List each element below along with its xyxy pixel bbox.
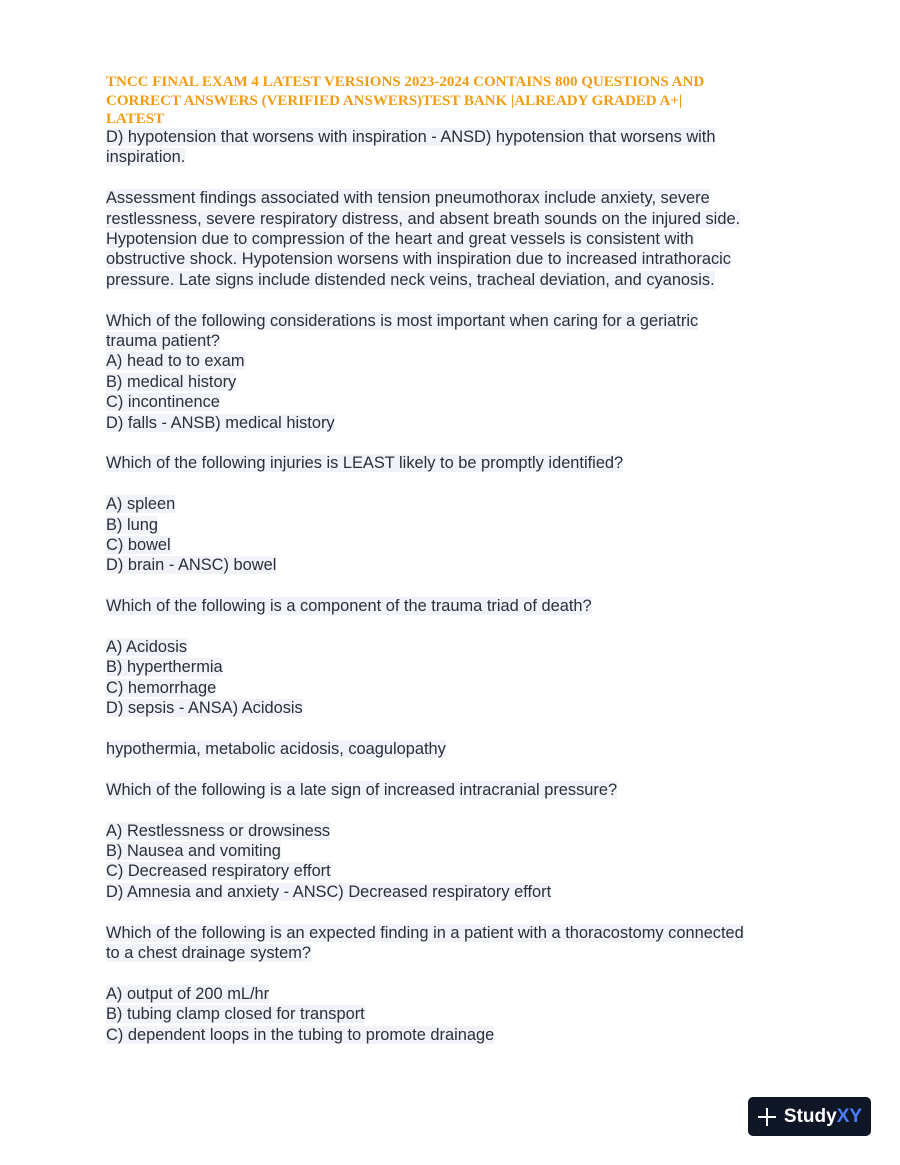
text-line-content: C) bowel <box>106 536 171 555</box>
blank-line <box>106 576 806 596</box>
blank-line <box>106 800 806 820</box>
text-line <box>106 1004 806 1024</box>
text-line <box>106 678 806 698</box>
plus-icon <box>757 1107 777 1127</box>
text-line-content: Which of the following is a late sign of increased intracranial pressure? <box>106 780 618 799</box>
text-line <box>106 739 806 759</box>
text-line-content: B) Nausea and vomiting <box>106 842 281 861</box>
text-line-content: trauma patient? <box>106 332 220 351</box>
text-line-content: pressure. Late signs include distended neck veins, tracheal deviation, and cyanosis. <box>106 270 715 289</box>
text-line <box>106 555 806 575</box>
text-line <box>106 127 806 147</box>
text-line-content: A) Restlessness or drowsiness <box>106 821 331 840</box>
text-line-content: Assessment findings associated with tension pneumothorax include anxiety, severe <box>106 189 710 208</box>
text-line <box>106 943 806 963</box>
text-line-content: B) lung <box>106 515 158 534</box>
brand-study: Study <box>783 1105 837 1127</box>
text-line <box>106 861 806 881</box>
text-line-content: D) sepsis - ANSA) Acidosis <box>106 699 303 718</box>
text-line-content: D) Amnesia and anxiety - ANSC) Decreased respiratory effort <box>106 882 552 901</box>
header-title-line: CORRECT ANSWERS (VERIFIED ANSWERS)TEST BANK |ALREADY GRADED A+| <box>106 92 683 109</box>
text-line <box>106 392 806 412</box>
text-line <box>106 596 806 616</box>
text-line <box>106 209 806 229</box>
text-line <box>106 372 806 392</box>
text-line-content: A) Acidosis <box>106 638 188 657</box>
text-line-content: A) head to to exam <box>106 352 245 371</box>
text-line <box>106 413 806 433</box>
text-line <box>106 331 806 351</box>
text-line-content: A) output of 200 mL/hr <box>106 984 270 1003</box>
text-line <box>106 882 806 902</box>
text-line-content: hypothermia, metabolic acidosis, coagulopathy <box>106 740 446 759</box>
text-line-content: C) dependent loops in the tubing to promote drainage <box>106 1025 495 1044</box>
header-title-line: TNCC FINAL EXAM 4 LATEST VERSIONS 2023-2024 CONTAINS 800 QUESTIONS AND <box>106 74 705 90</box>
blank-line <box>106 168 806 188</box>
studyxy-watermark <box>748 1097 871 1136</box>
blank-line <box>106 617 806 637</box>
text-line-content: D) brain - ANSC) bowel <box>106 556 277 575</box>
text-line <box>106 147 806 167</box>
text-line-content: Which of the following is an expected finding in a patient with a thoracostomy connected <box>106 923 744 942</box>
text-line <box>106 984 806 1004</box>
text-line <box>106 780 806 800</box>
text-line <box>106 923 806 943</box>
text-line-content: restlessness, severe respiratory distress, and absent breath sounds on the injured side. <box>106 209 741 228</box>
text-line-content: Which of the following injuries is LEAST likely to be promptly identified? <box>106 454 624 473</box>
text-line <box>106 515 806 535</box>
blank-line <box>106 433 806 453</box>
text-line <box>106 351 806 371</box>
text-line <box>106 698 806 718</box>
text-line-content: Which of the following is a component of the trauma triad of death? <box>106 597 592 616</box>
blank-line <box>106 719 806 739</box>
text-line-content: Which of the following considerations is most important when caring for a geriatric <box>106 311 699 330</box>
text-line-content: A) spleen <box>106 495 176 514</box>
text-line <box>106 1025 806 1045</box>
text-line <box>106 535 806 555</box>
text-line-content: inspiration. <box>106 148 186 167</box>
blank-line <box>106 964 806 984</box>
document-header <box>106 73 786 129</box>
text-line <box>106 841 806 861</box>
header-title-line: LATEST <box>106 111 165 127</box>
text-line <box>106 821 806 841</box>
document-body <box>106 127 806 1045</box>
text-line-content: C) Decreased respiratory effort <box>106 862 331 881</box>
blank-line <box>106 290 806 310</box>
blank-line <box>106 474 806 494</box>
text-line-content: D) hypotension that worsens with inspiration - ANSD) hypotension that worsens with <box>106 128 716 146</box>
text-line-content: B) tubing clamp closed for transport <box>106 1005 365 1024</box>
text-line-content: D) falls - ANSB) medical history <box>106 413 335 432</box>
brand-xy: XY <box>836 1105 863 1127</box>
text-line <box>106 494 806 514</box>
text-line-content: to a chest drainage system? <box>106 944 311 963</box>
text-line <box>106 249 806 269</box>
text-line <box>106 188 806 208</box>
text-line-content: Hypotension due to compression of the heart and great vessels is consistent with <box>106 230 694 249</box>
text-line <box>106 453 806 473</box>
text-line-content: B) medical history <box>106 372 237 391</box>
blank-line <box>106 759 806 779</box>
text-line <box>106 270 806 290</box>
text-line <box>106 229 806 249</box>
text-line <box>106 637 806 657</box>
text-line-content: obstructive shock. Hypotension worsens with inspiration due to increased intrathoracic <box>106 250 731 269</box>
text-line <box>106 657 806 677</box>
blank-line <box>106 902 806 922</box>
text-line-content: C) hemorrhage <box>106 678 217 697</box>
text-line-content: B) hyperthermia <box>106 658 223 677</box>
text-line <box>106 311 806 331</box>
text-line-content: C) incontinence <box>106 393 220 412</box>
